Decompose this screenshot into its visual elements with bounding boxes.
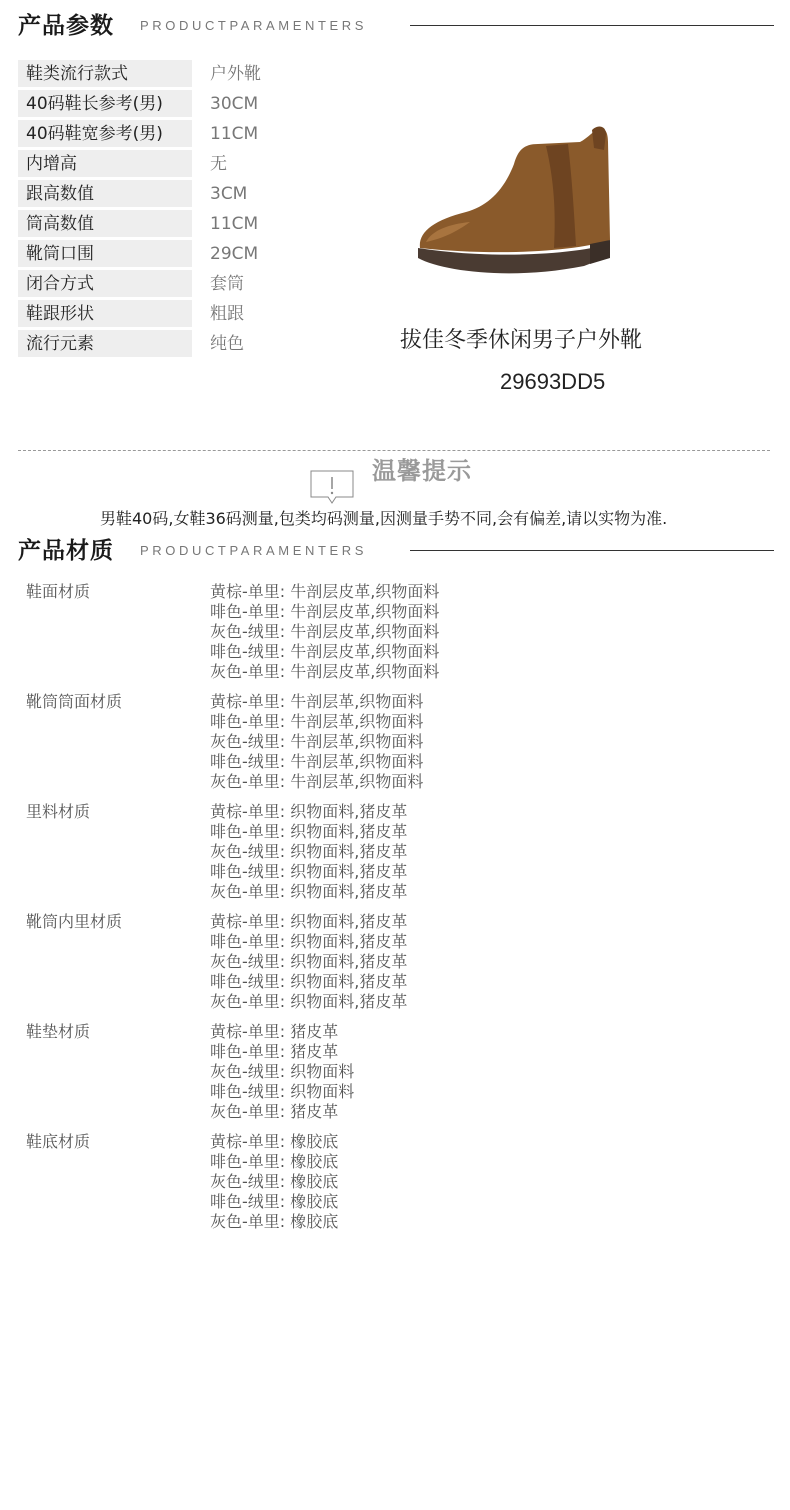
material-line: 灰色-绒里: 牛剖层革,织物面料 [210, 732, 424, 751]
param-label: 鞋类流行款式 [18, 60, 192, 87]
material-line: 啡色-单里: 织物面料,猪皮革 [210, 932, 408, 951]
param-label: 40码鞋宽参考(男) [18, 120, 192, 147]
param-row [18, 120, 378, 150]
material-line: 黄棕-单里: 牛剖层皮革,织物面料 [210, 582, 440, 601]
material-lines [210, 1022, 746, 1122]
param-value: 无 [210, 154, 227, 174]
material-line: 灰色-单里: 织物面料,猪皮革 [210, 992, 408, 1011]
param-row [18, 90, 378, 120]
section-divider-line [410, 550, 774, 551]
param-row [18, 270, 378, 300]
param-label: 筒高数值 [18, 210, 192, 237]
material-label: 鞋底材质 [26, 1132, 91, 1151]
param-label: 闭合方式 [18, 270, 192, 297]
params-table [18, 60, 378, 360]
chelsea-boot-image [404, 120, 616, 295]
material-lines [210, 692, 746, 792]
material-line: 灰色-绒里: 织物面料 [210, 1062, 355, 1081]
param-value: 纯色 [210, 334, 244, 354]
params-section-subtitle: PRODUCTPARAMENTERS [140, 18, 368, 33]
materials-list [26, 582, 746, 1242]
material-line: 黄棕-单里: 猪皮革 [210, 1022, 339, 1041]
param-row [18, 150, 378, 180]
material-lines [210, 582, 746, 682]
param-row [18, 300, 378, 330]
param-label: 靴筒口围 [18, 240, 192, 267]
param-value: 3CM [210, 184, 248, 204]
param-label: 内增高 [18, 150, 192, 177]
param-label: 流行元素 [18, 330, 192, 357]
param-value: 套筒 [210, 274, 244, 294]
material-line: 黄棕-单里: 牛剖层革,织物面料 [210, 692, 424, 711]
material-group [26, 692, 746, 792]
materials-section-title: 产品材质 [18, 538, 114, 564]
product-code: 29693DD5 [500, 369, 606, 394]
tip-text: 男鞋40码,女鞋36码测量,包类均码测量,因测量手势不同,会有偏差,请以实物为准. [100, 509, 668, 528]
param-row [18, 180, 378, 210]
param-value: 粗跟 [210, 304, 244, 324]
param-value: 户外靴 [210, 64, 261, 84]
param-row [18, 210, 378, 240]
material-lines [210, 1132, 746, 1232]
material-line: 黄棕-单里: 织物面料,猪皮革 [210, 802, 408, 821]
param-label: 40码鞋长参考(男) [18, 90, 192, 117]
material-line: 灰色-绒里: 牛剖层皮革,织物面料 [210, 622, 440, 641]
materials-section-subtitle: PRODUCTPARAMENTERS [140, 543, 368, 558]
param-label: 鞋跟形状 [18, 300, 192, 327]
param-row [18, 60, 378, 90]
param-label: 跟高数值 [18, 180, 192, 207]
material-line: 啡色-单里: 织物面料,猪皮革 [210, 822, 408, 841]
material-line: 灰色-绒里: 织物面料,猪皮革 [210, 952, 408, 971]
material-lines [210, 912, 746, 1012]
material-label: 里料材质 [26, 802, 91, 821]
material-line: 啡色-绒里: 织物面料,猪皮革 [210, 862, 408, 881]
material-line: 啡色-绒里: 橡胶底 [210, 1192, 339, 1211]
material-group [26, 1132, 746, 1232]
material-line: 灰色-单里: 橡胶底 [210, 1212, 339, 1231]
param-value: 30CM [210, 94, 259, 114]
materials-section-header [18, 531, 774, 571]
param-value: 29CM [210, 244, 259, 264]
material-label: 鞋垫材质 [26, 1022, 91, 1041]
material-line: 啡色-绒里: 织物面料,猪皮革 [210, 972, 408, 991]
material-line: 啡色-绒里: 织物面料 [210, 1082, 355, 1101]
material-line: 灰色-单里: 织物面料,猪皮革 [210, 882, 408, 901]
material-line: 灰色-单里: 牛剖层皮革,织物面料 [210, 662, 440, 681]
material-label: 鞋面材质 [26, 582, 91, 601]
param-row [18, 330, 378, 360]
material-label: 靴筒内里材质 [26, 912, 123, 931]
material-line: 啡色-绒里: 牛剖层革,织物面料 [210, 752, 424, 771]
material-line: 啡色-单里: 橡胶底 [210, 1152, 339, 1171]
material-group [26, 1022, 746, 1122]
material-line: 黄棕-单里: 织物面料,猪皮革 [210, 912, 408, 931]
material-lines [210, 802, 746, 902]
exclamation-bubble-icon [310, 470, 354, 504]
material-line: 灰色-绒里: 橡胶底 [210, 1172, 339, 1191]
material-line: 黄棕-单里: 橡胶底 [210, 1132, 339, 1151]
material-line: 啡色-单里: 牛剖层革,织物面料 [210, 712, 424, 731]
tip-title: 温馨提示 [372, 457, 472, 485]
material-line: 啡色-单里: 猪皮革 [210, 1042, 339, 1061]
material-line: 灰色-单里: 牛剖层革,织物面料 [210, 772, 424, 791]
section-divider-line [410, 25, 774, 26]
material-group [26, 582, 746, 682]
material-line: 灰色-绒里: 织物面料,猪皮革 [210, 842, 408, 861]
material-line: 灰色-单里: 猪皮革 [210, 1102, 339, 1121]
material-line: 啡色-绒里: 牛剖层皮革,织物面料 [210, 642, 440, 661]
material-label: 靴筒筒面材质 [26, 692, 123, 711]
params-section-header [18, 6, 774, 46]
param-value: 11CM [210, 124, 259, 144]
material-group [26, 912, 746, 1012]
param-row [18, 240, 378, 270]
product-name: 拔佳冬季休闲男子户外靴 [400, 328, 643, 353]
param-value: 11CM [210, 214, 259, 234]
params-section-title: 产品参数 [18, 13, 114, 39]
dashed-divider [18, 450, 770, 451]
material-line: 啡色-单里: 牛剖层皮革,织物面料 [210, 602, 440, 621]
material-group [26, 802, 746, 902]
